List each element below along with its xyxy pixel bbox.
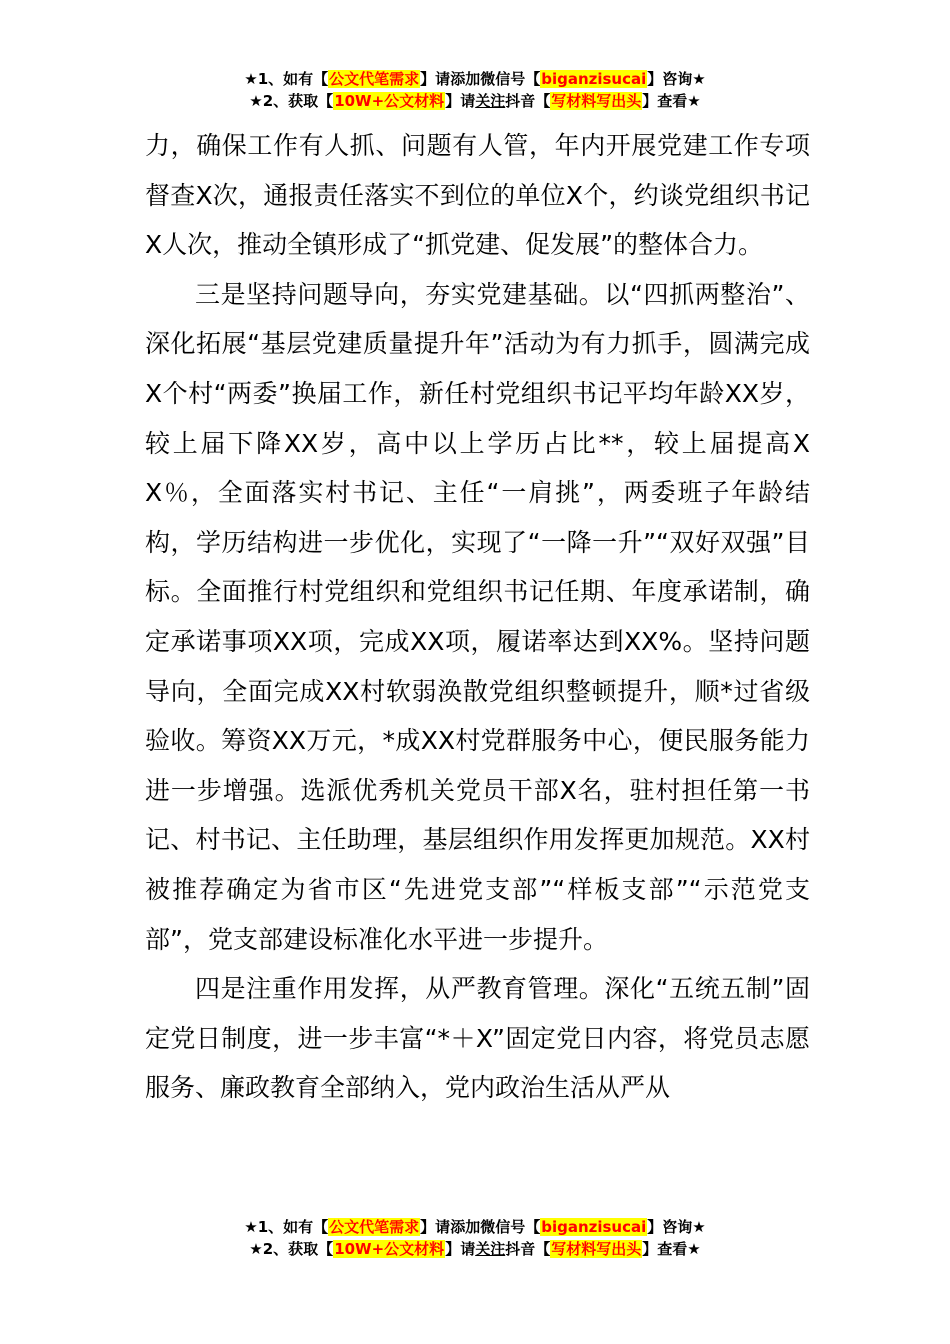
- banner-text: 】咨询★: [647, 1218, 706, 1236]
- paragraph-section-four: 四是注重作用发挥，从严教育管理。深化“五统五制”固定党日制度，进一步丰富“*＋X”固定党日内容，将党员志愿服务、廉政教育全部纳入，党内政治生活从严从: [145, 974, 810, 1103]
- banner-emphasis: 关注: [475, 92, 506, 110]
- banner-douyin-id: 写材料写出头: [551, 92, 642, 110]
- banner-text: 】请: [420, 1218, 451, 1236]
- banner-emphasis: 添加: [450, 1218, 481, 1236]
- banner-emphasis: 关注: [475, 1240, 506, 1258]
- banner-highlight: 10W+公文材料: [334, 1240, 445, 1258]
- banner-line-2: [0, 1238, 950, 1260]
- banner-line-1: [0, 1216, 950, 1238]
- banner-text: ★1、如有【: [244, 1218, 329, 1236]
- document-body: [145, 121, 810, 1113]
- banner-text: 抖音【: [505, 1240, 551, 1258]
- banner-text: 】请: [445, 1240, 476, 1258]
- banner-text: ★2、获取【: [249, 92, 334, 110]
- banner-wechat-id: biganzisucai: [541, 70, 647, 88]
- banner-emphasis: 添加: [450, 70, 481, 88]
- footer-banner: [0, 1216, 950, 1260]
- banner-text: ★2、获取【: [249, 1240, 334, 1258]
- banner-text: 】查看★: [642, 1240, 701, 1258]
- paragraph-continuation: 力，确保工作有人抓、问题有人管，年内开展党建工作专项督查X次，通报责任落实不到位的单位X个，约谈党组织书记X人次，推动全镇形成了“抓党建、促发展”的整体合力。: [145, 131, 810, 260]
- banner-line-2: [0, 90, 950, 112]
- banner-douyin-id: 写材料写出头: [551, 1240, 642, 1258]
- banner-highlight: 公文代笔需求: [329, 70, 420, 88]
- paragraph-section-three: 三是坚持问题导向，夯实党建基础。以“四抓两整治”、深化拓展“基层党建质量提升年”活动为有力抓手，圆满完成X个村“两委”换届工作，新任村党组织书记平均年龄XX岁，较上届下降XX岁，高中以上学历占比**，较上届提高XX％，全面落实村书记、主任“一肩挑”，两委班子年龄结构，学历结构进一步优化，实现了“一降一升”“双好双强”目标。全面推行村党组织和党组织书记任期、年度承诺制，确定承诺事项XX项，完成XX项，履诺率达到XX%。坚持问题导向，全面完成XX村软弱涣散党组织整顿提升，顺*过省级验收。筹资XX万元，*成XX村党群服务中心，便民服务能力进一步增强。选派优秀机关党员干部X名，驻村担任第一书记、村书记、主任助理，基层组织作用发挥更加规范。XX村被推荐确定为省市区“先进党支部”“样板支部”“示范党支部”，党支部建设标准化水平进一步提升。: [145, 279, 810, 954]
- header-banner: [0, 68, 950, 112]
- banner-line-1: [0, 68, 950, 90]
- banner-text: 微信号【: [480, 1218, 541, 1236]
- banner-text: 】查看★: [642, 92, 701, 110]
- banner-text: 】请: [420, 70, 451, 88]
- banner-wechat-id: biganzisucai: [541, 1218, 647, 1236]
- banner-text: 抖音【: [505, 92, 551, 110]
- banner-text: ★1、如有【: [244, 70, 329, 88]
- banner-text: 微信号【: [480, 70, 541, 88]
- banner-highlight: 公文代笔需求: [329, 1218, 420, 1236]
- banner-text: 】请: [445, 92, 476, 110]
- banner-highlight: 10W+公文材料: [334, 92, 445, 110]
- banner-text: 】咨询★: [647, 70, 706, 88]
